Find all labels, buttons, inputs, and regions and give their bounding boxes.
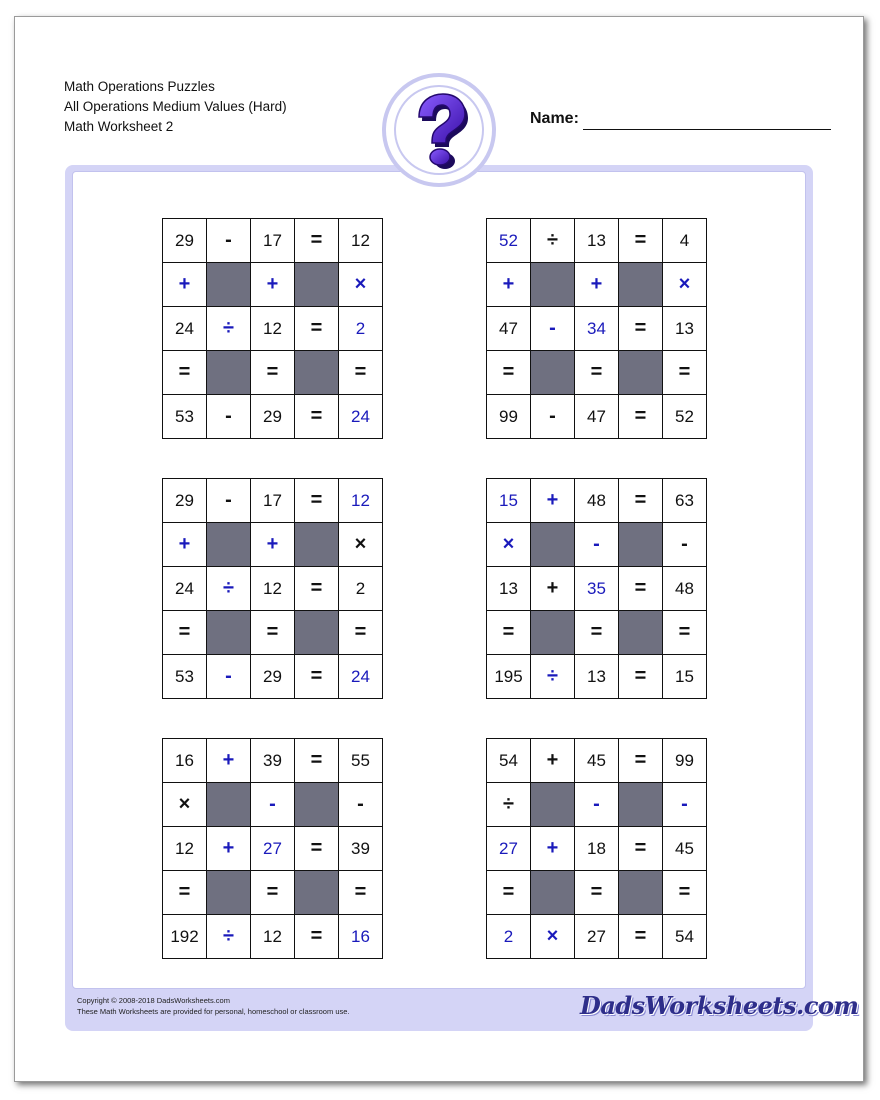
number-cell: 12 <box>251 307 295 351</box>
question-mark-icon <box>386 77 492 183</box>
puzzle-row <box>487 915 707 959</box>
puzzle-row <box>487 567 707 611</box>
name-field-line[interactable] <box>583 129 831 130</box>
number-cell: 63 <box>663 479 707 523</box>
puzzle-row <box>487 351 707 395</box>
number-cell: 34 <box>575 307 619 351</box>
puzzle-5 <box>162 738 383 959</box>
operator-cell: × <box>531 915 575 959</box>
operator-cell: = <box>251 611 295 655</box>
operator-cell: = <box>339 871 383 915</box>
number-cell: 45 <box>663 827 707 871</box>
puzzle-row <box>163 655 383 699</box>
puzzle-row <box>487 739 707 783</box>
puzzle-row <box>163 307 383 351</box>
worksheet-title: Math Operations Puzzles <box>64 79 215 94</box>
puzzle-row <box>163 871 383 915</box>
puzzle-2 <box>486 218 707 439</box>
shaded-cell <box>619 871 663 915</box>
puzzle-row <box>163 567 383 611</box>
operator-cell: ÷ <box>487 783 531 827</box>
puzzle-row <box>487 479 707 523</box>
operator-cell: = <box>663 351 707 395</box>
question-logo <box>382 73 496 187</box>
number-cell: 16 <box>339 915 383 959</box>
puzzle-row <box>163 783 383 827</box>
worksheet-page <box>14 16 864 1082</box>
operator-cell: = <box>663 611 707 655</box>
operator-cell: - <box>339 783 383 827</box>
operator-cell: × <box>339 523 383 567</box>
puzzle-row <box>487 783 707 827</box>
operator-cell: - <box>531 395 575 439</box>
shaded-cell <box>531 263 575 307</box>
number-cell: 13 <box>487 567 531 611</box>
operator-cell: = <box>295 915 339 959</box>
operator-cell: = <box>619 395 663 439</box>
number-cell: 2 <box>339 567 383 611</box>
puzzle-row <box>163 827 383 871</box>
number-cell: 47 <box>575 395 619 439</box>
name-label: Name: <box>530 110 579 127</box>
number-cell: 16 <box>163 739 207 783</box>
number-cell: 24 <box>163 307 207 351</box>
shaded-cell <box>207 523 251 567</box>
shaded-cell <box>207 611 251 655</box>
operator-cell: = <box>619 567 663 611</box>
worksheet-header <box>64 77 287 137</box>
shaded-cell <box>207 871 251 915</box>
operator-cell: = <box>575 871 619 915</box>
puzzle-row <box>487 263 707 307</box>
operator-cell: = <box>619 307 663 351</box>
number-cell: 55 <box>339 739 383 783</box>
operator-cell: - <box>207 219 251 263</box>
operator-cell: = <box>163 611 207 655</box>
puzzle-row <box>487 871 707 915</box>
number-cell: 15 <box>663 655 707 699</box>
puzzle-row <box>487 611 707 655</box>
number-cell: 39 <box>251 739 295 783</box>
worksheet-subtitle: All Operations Medium Values (Hard) <box>64 99 287 114</box>
number-cell: 29 <box>251 655 295 699</box>
operator-cell: + <box>531 567 575 611</box>
operator-cell: + <box>207 739 251 783</box>
shaded-cell <box>619 523 663 567</box>
shaded-cell <box>295 263 339 307</box>
number-cell: 39 <box>339 827 383 871</box>
number-cell: 48 <box>575 479 619 523</box>
number-cell: 99 <box>487 395 531 439</box>
operator-cell: = <box>575 351 619 395</box>
number-cell: 13 <box>575 655 619 699</box>
number-cell: 27 <box>575 915 619 959</box>
operator-cell: = <box>619 655 663 699</box>
operator-cell: - <box>575 523 619 567</box>
operator-cell: + <box>251 523 295 567</box>
shaded-cell <box>295 351 339 395</box>
operator-cell: + <box>163 263 207 307</box>
number-cell: 17 <box>251 219 295 263</box>
number-cell: 12 <box>251 567 295 611</box>
number-cell: 27 <box>487 827 531 871</box>
operator-cell: = <box>619 739 663 783</box>
number-cell: 13 <box>575 219 619 263</box>
number-cell: 192 <box>163 915 207 959</box>
operator-cell: - <box>531 307 575 351</box>
puzzle-row <box>487 523 707 567</box>
operator-cell: × <box>663 263 707 307</box>
operator-cell: = <box>663 871 707 915</box>
operator-cell: + <box>531 827 575 871</box>
number-cell: 4 <box>663 219 707 263</box>
operator-cell: = <box>251 351 295 395</box>
number-cell: 27 <box>251 827 295 871</box>
number-cell: 12 <box>339 219 383 263</box>
puzzle-1 <box>162 218 383 439</box>
operator-cell: ÷ <box>207 915 251 959</box>
number-cell: 2 <box>487 915 531 959</box>
operator-cell: - <box>575 783 619 827</box>
number-cell: 12 <box>339 479 383 523</box>
operator-cell: - <box>251 783 295 827</box>
number-cell: 52 <box>663 395 707 439</box>
operator-cell: = <box>295 827 339 871</box>
operator-cell: = <box>163 871 207 915</box>
operator-cell: ÷ <box>531 219 575 263</box>
puzzle-row <box>163 739 383 783</box>
operator-cell: - <box>663 523 707 567</box>
operator-cell: + <box>575 263 619 307</box>
number-cell: 29 <box>251 395 295 439</box>
number-cell: 18 <box>575 827 619 871</box>
number-cell: 53 <box>163 655 207 699</box>
operator-cell: = <box>619 827 663 871</box>
puzzle-row <box>487 307 707 351</box>
puzzle-3 <box>162 478 383 699</box>
shaded-cell <box>207 783 251 827</box>
shaded-cell <box>295 783 339 827</box>
operator-cell: + <box>531 739 575 783</box>
operator-cell: + <box>251 263 295 307</box>
number-cell: 48 <box>663 567 707 611</box>
number-cell: 29 <box>163 219 207 263</box>
operator-cell: = <box>295 395 339 439</box>
operator-cell: = <box>295 219 339 263</box>
operator-cell: × <box>487 523 531 567</box>
operator-cell: + <box>163 523 207 567</box>
worksheet-number: Math Worksheet 2 <box>64 119 174 134</box>
number-cell: 195 <box>487 655 531 699</box>
number-cell: 12 <box>163 827 207 871</box>
puzzle-row <box>163 915 383 959</box>
puzzle-row <box>163 611 383 655</box>
number-cell: 35 <box>575 567 619 611</box>
number-cell: 52 <box>487 219 531 263</box>
operator-cell: ÷ <box>207 307 251 351</box>
operator-cell: = <box>619 479 663 523</box>
number-cell: 45 <box>575 739 619 783</box>
usage-notice: These Math Worksheets are provided for personal, homeschool or classroom use. <box>77 1007 350 1016</box>
number-cell: 17 <box>251 479 295 523</box>
operator-cell: = <box>295 479 339 523</box>
puzzle-row <box>163 523 383 567</box>
operator-cell: = <box>619 915 663 959</box>
operator-cell: - <box>207 479 251 523</box>
operator-cell: = <box>163 351 207 395</box>
shaded-cell <box>531 783 575 827</box>
puzzle-row <box>487 219 707 263</box>
operator-cell: + <box>487 263 531 307</box>
operator-cell: = <box>295 307 339 351</box>
shaded-cell <box>531 523 575 567</box>
shaded-cell <box>619 783 663 827</box>
operator-cell: = <box>487 611 531 655</box>
puzzle-row <box>163 351 383 395</box>
shaded-cell <box>531 871 575 915</box>
operator-cell: = <box>339 351 383 395</box>
shaded-cell <box>531 351 575 395</box>
operator-cell: + <box>207 827 251 871</box>
operator-cell: = <box>487 871 531 915</box>
operator-cell: × <box>339 263 383 307</box>
puzzle-row <box>163 263 383 307</box>
shaded-cell <box>295 523 339 567</box>
operator-cell: ÷ <box>531 655 575 699</box>
operator-cell: = <box>295 739 339 783</box>
shaded-cell <box>619 611 663 655</box>
footer-text <box>77 995 350 1017</box>
operator-cell: - <box>207 655 251 699</box>
number-cell: 24 <box>163 567 207 611</box>
operator-cell: ÷ <box>207 567 251 611</box>
operator-cell: = <box>487 351 531 395</box>
number-cell: 54 <box>487 739 531 783</box>
shaded-cell <box>295 871 339 915</box>
copyright-text: Copyright © 2008-2018 DadsWorksheets.com <box>77 996 230 1005</box>
brand-logo: DadsWorksheets.com <box>580 991 859 1020</box>
shaded-cell <box>531 611 575 655</box>
number-cell: 29 <box>163 479 207 523</box>
number-cell: 54 <box>663 915 707 959</box>
shaded-cell <box>619 351 663 395</box>
shaded-cell <box>207 263 251 307</box>
puzzle-row <box>487 395 707 439</box>
operator-cell: = <box>619 219 663 263</box>
operator-cell: = <box>575 611 619 655</box>
puzzle-row <box>487 655 707 699</box>
puzzle-row <box>487 827 707 871</box>
puzzle-6 <box>486 738 707 959</box>
number-cell: 13 <box>663 307 707 351</box>
shaded-cell <box>207 351 251 395</box>
number-cell: 53 <box>163 395 207 439</box>
puzzle-row <box>163 395 383 439</box>
shaded-cell <box>295 611 339 655</box>
operator-cell: - <box>663 783 707 827</box>
puzzle-row <box>163 219 383 263</box>
operator-cell: = <box>251 871 295 915</box>
puzzle-row <box>163 479 383 523</box>
shaded-cell <box>619 263 663 307</box>
operator-cell: = <box>295 655 339 699</box>
operator-cell: × <box>163 783 207 827</box>
operator-cell: = <box>295 567 339 611</box>
operator-cell: - <box>207 395 251 439</box>
operator-cell: = <box>339 611 383 655</box>
number-cell: 12 <box>251 915 295 959</box>
number-cell: 99 <box>663 739 707 783</box>
number-cell: 15 <box>487 479 531 523</box>
operator-cell: + <box>531 479 575 523</box>
puzzle-4 <box>486 478 707 699</box>
number-cell: 24 <box>339 655 383 699</box>
number-cell: 24 <box>339 395 383 439</box>
number-cell: 2 <box>339 307 383 351</box>
number-cell: 47 <box>487 307 531 351</box>
